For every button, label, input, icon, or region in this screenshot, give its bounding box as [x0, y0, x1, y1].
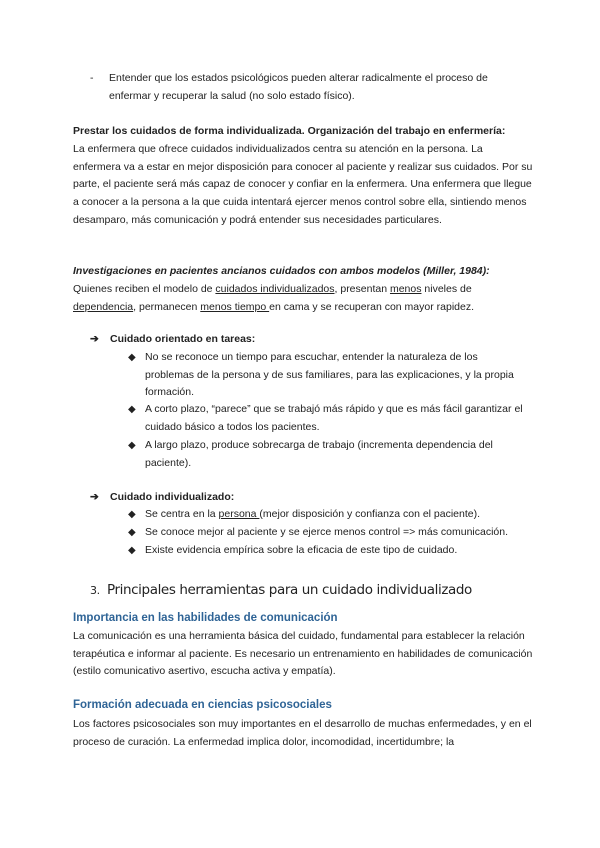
diamond-bullet-icon: ◆ [128, 440, 136, 451]
underlined-term: menos [389, 283, 422, 295]
section1-heading: Prestar los cuidados de forma individualizada. Organización del trabajo en enfermería: [73, 125, 506, 137]
individual-item-text: Se conoce mejor al paciente y se ejerce menos control => más comunicación. [145, 526, 509, 538]
individual-item-text [145, 506, 528, 524]
individual-item-text: Existe evidencia empírica sobre la eficacia de este tipo de cuidado. [145, 544, 458, 556]
text-run: , permanecen [133, 300, 201, 313]
section1-body: La enfermera que ofrece cuidados individualizados centra su atención en la persona. La enfermera va a estar en mejor disposición para conocer al paciente y realizar sus cuidados. Por su parte, el paciente será más capaz de conocer y confiar en la enfermera. Una enfermera que llegue a conocer a la persona a la que cuida intentará ejercer menos control sobre ella, sintiendo menos desamparo, más comunicación y podrá entender sus necesidades particulares. [73, 143, 533, 226]
text-run: , presentan [334, 283, 390, 295]
individual-item [128, 542, 528, 560]
individual-item [128, 524, 528, 542]
individual-title: Cuidado individualizado: [110, 491, 235, 503]
sub1-body: La comunicación es una herramienta básica del cuidado, fundamental para establecer la relación terapéutica e informar al paciente. Es necesario un entrenamiento en habilidades de comunicación (estilo comunicativo asertivo, escucha activa y empatía). [73, 630, 533, 678]
sub1-heading: Importancia en las habilidades de comunicación [73, 612, 338, 624]
sub2-heading: Formación adecuada en ciencias psicosociales [73, 699, 332, 711]
underlined-term: persona [218, 508, 260, 520]
tareas-heading [90, 331, 255, 348]
text-run: en cama y se recuperan con mayor rapidez. [269, 300, 474, 313]
text-run: Se centra en la [145, 508, 219, 520]
individual-item [128, 506, 528, 524]
section3-number: 3. [90, 584, 100, 597]
top-list-item [90, 70, 530, 105]
diamond-bullet-icon: ◆ [128, 352, 136, 363]
tareas-item [128, 437, 528, 472]
diamond-bullet-icon: ◆ [128, 404, 136, 415]
text-run: Quienes reciben el modelo de [73, 283, 216, 295]
tareas-item [128, 401, 528, 436]
section2-body [73, 281, 533, 316]
dash-marker: - [90, 72, 94, 84]
arrow-icon: ➔ [90, 333, 99, 345]
underlined-term: cuidados individualizados [215, 283, 335, 295]
diamond-bullet-icon: ◆ [128, 509, 136, 520]
tareas-item [128, 349, 528, 402]
tareas-title: Cuidado orientado en tareas: [110, 333, 256, 345]
text-run: (mejor disposición y confianza con el paciente). [259, 508, 481, 520]
tareas-item-text: A corto plazo, “parece” que se trabajó más rápido y que es más fácil garantizar el cuidado básico a todos los pacientes. [145, 403, 523, 433]
tareas-item-text: No se reconoce un tiempo para escuchar, entender la naturaleza de los problemas de la persona y de sus familiares, para las explicaciones, y la propia formación. [145, 351, 514, 399]
sub2-body: Los factores psicosociales son muy importantes en el desarrollo de muchas enfermedades, y en el proceso de curación. La enfermedad implica dolor, incomodidad, incertidumbre; la [73, 718, 532, 748]
diamond-bullet-icon: ◆ [128, 527, 136, 538]
diamond-bullet-icon: ◆ [128, 545, 136, 556]
individual-heading [90, 489, 234, 506]
underlined-term: menos tiempo [200, 300, 270, 313]
text-run: niveles de [421, 283, 472, 295]
section3-heading [90, 582, 472, 598]
top-list-text: Entender que los estados psicológicos pueden alterar radicalmente el proceso de enfermar y recuperar la salud (no solo estado físico). [109, 72, 488, 102]
tareas-item-text: A largo plazo, produce sobrecarga de trabajo (incrementa dependencia del paciente). [145, 439, 493, 469]
section3-title: Principales herramientas para un cuidado individualizado [107, 582, 472, 598]
section2-heading: Investigaciones en pacientes ancianos cuidados con ambos modelos (Miller, 1984): [73, 265, 490, 277]
underlined-term: dependencia [73, 300, 134, 313]
arrow-icon: ➔ [90, 491, 99, 503]
